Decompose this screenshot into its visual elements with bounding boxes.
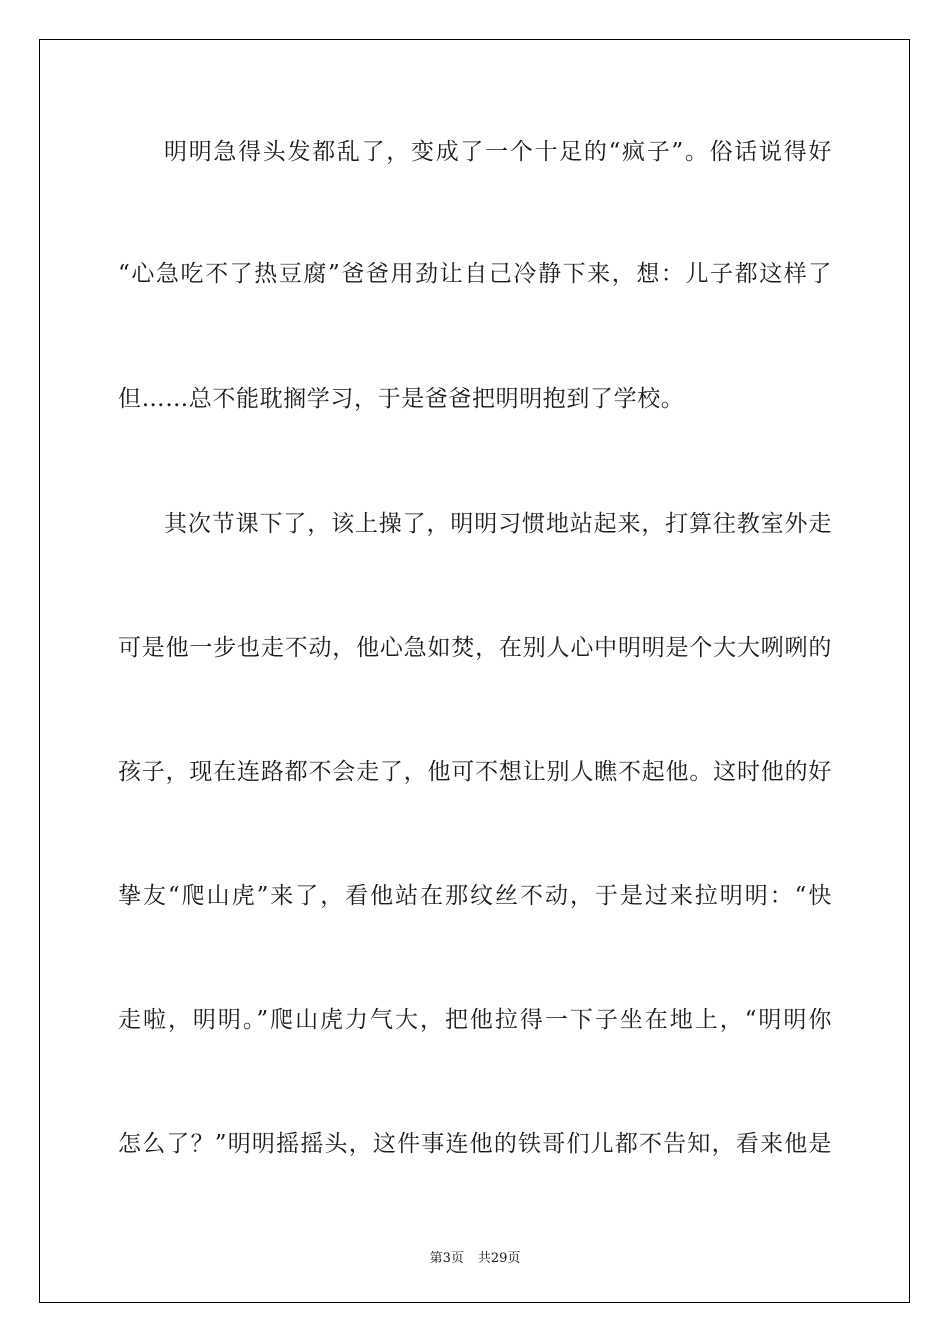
paragraph-line-8: 走啦，明明。”爬山虎力气大，把他拉得一下子坐在地上，“明明你	[118, 1007, 832, 1033]
paragraph-line-6: 孩子，现在连路都不会走了，他可不想让别人瞧不起他。这时他的好	[118, 759, 832, 785]
paragraph-line-2: “心急吃不了热豆腐”爸爸用劲让自己冷静下来，想：儿子都这样了	[118, 261, 832, 287]
paragraph-line-4: 其次节课下了，该上操了，明明习惯地站起来，打算往教室外走	[164, 511, 832, 537]
paragraph-line-1: 明明急得头发都乱了，变成了一个十足的“疯子”。俗话说得好	[164, 139, 832, 165]
paragraph-line-3: 但……总不能耽搁学习，于是爸爸把明明抱到了学校。	[118, 386, 685, 412]
paragraph-line-7: 挚友“爬山虎”来了，看他站在那纹丝不动，于是过来拉明明：“快	[118, 883, 832, 909]
page-footer	[0, 1247, 950, 1266]
page-total: 共29页	[477, 1251, 521, 1266]
page-number: 第3页	[429, 1251, 464, 1266]
page-border	[39, 39, 910, 1303]
paragraph-line-5: 可是他一步也走不动，他心急如焚，在别人心中明明是个大大咧咧的	[118, 635, 832, 661]
paragraph-line-9: 怎么了？”明明摇摇头，这件事连他的铁哥们儿都不告知，看来他是	[118, 1131, 832, 1157]
